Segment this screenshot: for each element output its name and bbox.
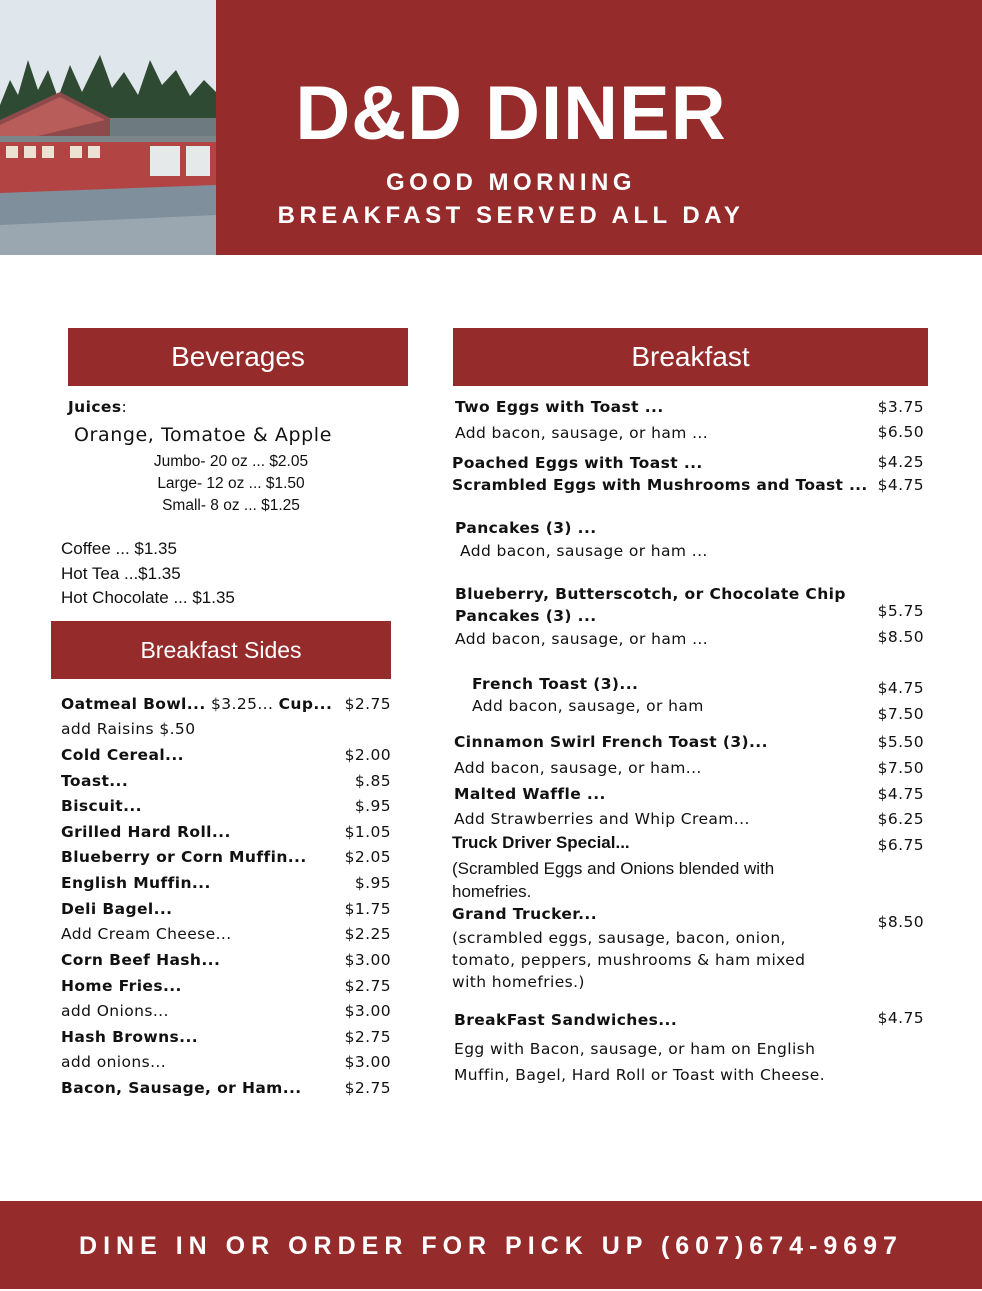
price-specialty-pancakes-add: $8.50 <box>877 628 924 646</box>
side-item-english-muffin: English Muffin... <box>61 874 211 892</box>
price-french-toast-add: $7.50 <box>877 705 924 723</box>
hot-chocolate-item: Hot Chocolate ... $1.35 <box>61 588 235 607</box>
price-french-toast: $4.75 <box>877 679 924 697</box>
price-cinnamon-toast-add: $7.50 <box>877 759 924 777</box>
item-grand-trucker: Grand Trucker... <box>452 905 597 923</box>
side-item-cream-cheese: Add Cream Cheese... <box>61 925 232 943</box>
item-pancakes-add: Add bacon, sausage or ham ... <box>460 542 708 560</box>
side-item-add-onions-1: add Onions... <box>61 1002 169 1020</box>
juice-size-small: Small- 8 oz ... $1.25 <box>162 497 300 514</box>
item-truck-driver-desc: (Scrambled Eggs and Onions blended with homefries. <box>452 859 775 901</box>
item-specialty-pancakes-line1: Blueberry, Butterscotch, or Chocolate Chip <box>455 585 846 603</box>
juice-flavors: Orange, Tomatoe & Apple <box>74 424 332 446</box>
price-malted-waffle: $4.75 <box>877 785 924 803</box>
side-price-hard-roll: $1.05 <box>344 823 391 841</box>
juice-size-large: Large- 12 oz ... $1.50 <box>157 475 305 492</box>
side-price-add-onions-1: $3.00 <box>344 1002 391 1020</box>
juice-size-jumbo: Jumbo- 20 oz ... $2.05 <box>153 453 309 470</box>
item-grand-trucker-desc: (scrambled eggs, sausage, bacon, onion, tomato, peppers, mushrooms & ham mixed with homefries.) <box>452 929 806 991</box>
item-specialty-pancakes-line2: Pancakes (3) ... <box>455 607 597 625</box>
footer-banner: DINE IN OR ORDER FOR PICK UP (607)674-9697 <box>0 1201 982 1289</box>
price-cinnamon-toast: $5.50 <box>877 733 924 751</box>
item-pancakes: Pancakes (3) ... <box>455 519 597 537</box>
item-cinnamon-toast: Cinnamon Swirl French Toast (3)... <box>454 733 768 751</box>
beverages-heading: Beverages <box>68 328 408 386</box>
price-poached-eggs: $4.25 <box>877 453 924 471</box>
side-item-deli-bagel: Deli Bagel... <box>61 900 173 918</box>
item-specialty-pancakes-add: Add bacon, sausage, or ham ... <box>455 630 709 648</box>
item-breakfast-sandwiches: BreakFast Sandwiches... <box>454 1011 678 1029</box>
item-cinnamon-toast-add: Add bacon, sausage, or ham... <box>454 759 702 777</box>
price-grand-trucker: $8.50 <box>877 913 924 931</box>
side-price-cream-cheese: $2.25 <box>344 925 391 943</box>
tagline: BREAKFAST SERVED ALL DAY <box>277 202 745 229</box>
item-french-toast: French Toast (3)... <box>472 675 639 693</box>
price-specialty-pancakes: $5.75 <box>877 602 924 620</box>
item-two-eggs-add: Add bacon, sausage, or ham ... <box>455 424 709 442</box>
item-poached-eggs: Poached Eggs with Toast ... <box>452 454 703 472</box>
breakfast-heading: Breakfast <box>453 328 928 386</box>
hot-tea-item: Hot Tea ...$1.35 <box>61 564 181 583</box>
side-item-corn-beef-hash: Corn Beef Hash... <box>61 951 221 969</box>
item-malted-waffle-add: Add Strawberries and Whip Cream... <box>454 810 750 828</box>
item-scrambled-eggs: Scrambled Eggs with Mushrooms and Toast ... <box>452 476 868 494</box>
side-price-deli-bagel: $1.75 <box>344 900 391 918</box>
oatmeal-item: Oatmeal Bowl... $3.25... Cup... <box>61 695 333 713</box>
side-price-meats: $2.75 <box>344 1079 391 1097</box>
side-price-cold-cereal: $2.00 <box>344 746 391 764</box>
price-truck-driver: $6.75 <box>877 836 924 854</box>
side-item-muffin: Blueberry or Corn Muffin... <box>61 848 307 866</box>
sides-heading: Breakfast Sides <box>51 621 391 679</box>
side-price-biscuit: $.95 <box>354 797 391 815</box>
side-item-home-fries: Home Fries... <box>61 977 182 995</box>
oatmeal-price: $2.75 <box>344 695 391 713</box>
item-truck-driver: Truck Driver Special... <box>452 833 630 852</box>
price-malted-waffle-add: $6.25 <box>877 810 924 828</box>
side-item-hard-roll: Grilled Hard Roll... <box>61 823 231 841</box>
greeting: GOOD MORNING <box>386 169 636 196</box>
price-two-eggs-add: $6.50 <box>877 423 924 441</box>
side-price-toast: $.85 <box>354 772 391 790</box>
diner-photo <box>0 0 216 255</box>
side-price-home-fries: $2.75 <box>344 977 391 995</box>
side-price-english-muffin: $.95 <box>354 874 391 892</box>
price-scrambled-eggs: $4.75 <box>877 476 924 494</box>
side-item-meats: Bacon, Sausage, or Ham... <box>61 1079 302 1097</box>
side-item-biscuit: Biscuit... <box>61 797 142 815</box>
side-price-hash-browns: $2.75 <box>344 1028 391 1046</box>
price-breakfast-sandwiches: $4.75 <box>877 1009 924 1027</box>
price-two-eggs: $3.75 <box>877 398 924 416</box>
item-malted-waffle: Malted Waffle ... <box>454 785 606 803</box>
side-price-add-onions-2: $3.00 <box>344 1053 391 1071</box>
item-french-toast-add: Add bacon, sausage, or ham <box>472 697 704 715</box>
juices-label: Juices: <box>68 398 128 416</box>
side-item-raisins: add Raisins $.50 <box>61 720 196 738</box>
side-item-add-onions-2: add onions... <box>61 1053 167 1071</box>
item-two-eggs: Two Eggs with Toast ... <box>455 398 664 416</box>
item-breakfast-sandwiches-desc: Egg with Bacon, sausage, or ham on English Muffin, Bagel, Hard Roll or Toast with Cheese. <box>454 1040 826 1084</box>
side-item-cold-cereal: Cold Cereal... <box>61 746 184 764</box>
side-price-muffin: $2.05 <box>344 848 391 866</box>
page-title: D&D DINER <box>295 71 727 156</box>
side-item-hash-browns: Hash Browns... <box>61 1028 199 1046</box>
side-price-corn-beef-hash: $3.00 <box>344 951 391 969</box>
coffee-item: Coffee ... $1.35 <box>61 539 177 558</box>
side-item-toast: Toast... <box>61 772 129 790</box>
